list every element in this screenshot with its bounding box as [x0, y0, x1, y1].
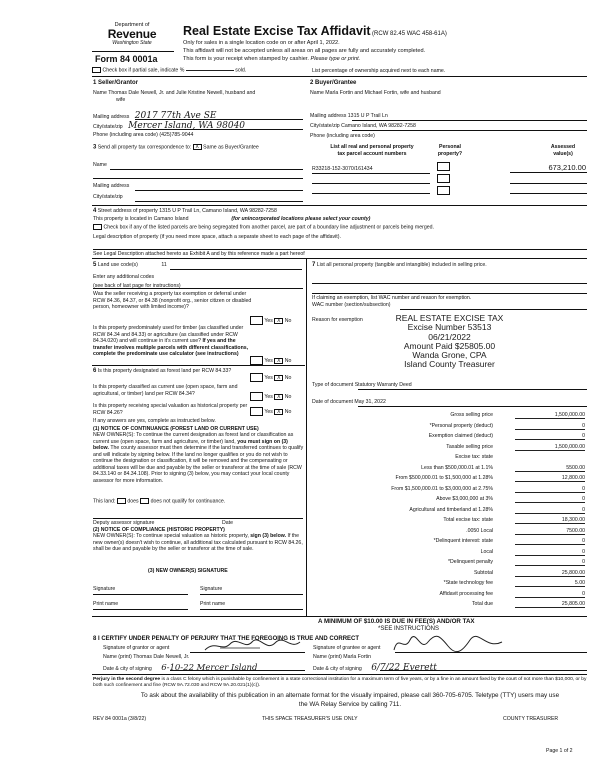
historic-no-checkbox[interactable]: X: [274, 409, 283, 415]
seller-city-row: [93, 121, 303, 132]
q1-yes-checkbox[interactable]: [250, 316, 263, 325]
tax-row: [313, 496, 585, 503]
section5-q1-answers: Yes X No: [250, 316, 291, 325]
current-use-no-checkbox[interactable]: X: [274, 394, 283, 400]
grantor-signature-row: [103, 645, 169, 652]
tax-row: [313, 454, 585, 461]
stamp-line-3: 06/21/2022: [428, 331, 471, 342]
forest-no-checkbox[interactable]: X: [274, 375, 283, 381]
notice2-body: NEW OWNER(S): To continue special valuation as historic property, sign (3) below. If the new owner(s) doesn't wish to continue, all additional tax calculated pursuant to RCW 84.26, shall be due and payable by the seller or transferor at the time of sale.: [93, 533, 303, 552]
land-use-label: Land use code(s): [97, 262, 138, 268]
deputy-assessor-label: Deputy assessor signature: [93, 520, 155, 526]
tax-row-label: *Delinquent penalty: [448, 559, 493, 565]
new-owner-print-1: Print name: [93, 601, 119, 607]
alt-format-notice: To ask about the availability of this publication in an alternate format for the visually impaired, please call 360-705-6705. Teletype (TTY) users may use the WA Relay Service by calling 711.: [140, 692, 560, 708]
perjury-notice: Perjury in the second degree is a class C felony which is punishable by confinement in a state correctional institution for a maximum term of five years, or by a fine in an amount fixed by the court of not more than $10,000, or by both such confinement and fine (RCW 9A.72.030 and RCW 9A.20.021(1)(c)).: [93, 677, 587, 689]
same-as-buyer-checkbox[interactable]: X: [193, 144, 202, 150]
tax-row-label: Total excise tax: state: [443, 517, 493, 523]
tax-row: [313, 538, 585, 545]
tax-row: [313, 559, 585, 566]
grantee-date-row: [313, 663, 437, 674]
tax-row-value[interactable]: 0: [515, 538, 585, 545]
grantor-signature-label: Signature of grantor or agent: [103, 645, 170, 651]
tax-row-value[interactable]: 0: [515, 591, 585, 598]
tax-row-value[interactable]: 0: [515, 496, 585, 503]
notice1-title: (1) NOTICE OF CONTINUANCE (FOREST LAND OR CURRENT USE): [93, 426, 259, 432]
section3-row: 3 Send all property tax correspondence to: X Same as Buyer/Grantee: [93, 144, 259, 151]
section6-note: If any answers are yes, complete as instructed below.: [93, 418, 216, 424]
forest-yes-checkbox[interactable]: [250, 373, 263, 382]
located-label: This property is located in: [93, 216, 153, 222]
treasurer-use-label: THIS SPACE TREASURER'S USE ONLY: [262, 716, 358, 722]
seller-city-label: City/state/zip: [93, 124, 123, 130]
minimum-fee-note: A MINIMUM OF $10.00 IS DUE IN FEE(S) AND/OR TAX: [318, 618, 475, 625]
tax-row-label: Subtotal: [473, 569, 493, 576]
grantor-date-row: [103, 663, 257, 674]
reason-exemption-label: Reason for exemption: [312, 317, 363, 323]
grantor-date-value[interactable]: 6-10-22 Mercer Island: [161, 663, 258, 673]
grantee-name-value[interactable]: Marla Fortin: [343, 654, 371, 660]
segregation-row: [93, 224, 434, 231]
personal-property-checkbox-1[interactable]: [437, 162, 450, 171]
tax-row: [313, 601, 585, 608]
buyer-city-value[interactable]: Camano Island, WA 98282-7258: [341, 123, 416, 129]
segregation-checkbox[interactable]: [93, 224, 102, 230]
tax-row: [313, 412, 585, 419]
tax-row-value[interactable]: [515, 454, 585, 461]
seller-phone-row: [93, 132, 193, 139]
this-land-row: This land: does does not qualify for continuance.: [93, 498, 226, 505]
parcels-col2: Personal property?: [437, 144, 463, 157]
section6-q3: Is this property receiving special valuation as historical property per RCW 84.26?: [93, 403, 248, 416]
grantee-date-label: Date & city of signing: [313, 666, 362, 672]
seller-phone-value[interactable]: (425)785-9044: [159, 132, 194, 138]
notice2-title: (2) NOTICE OF COMPLIANCE (HISTORIC PROPERTY): [93, 527, 225, 533]
stamp-line-4: Amount Paid $25805.00: [403, 340, 496, 351]
tax-row-label: Exemption claimed (deduct): [428, 433, 493, 439]
same-as-buyer-label: Same as Buyer/Grantee: [203, 144, 259, 151]
tax-row-label: *State technology fee: [443, 580, 493, 586]
current-use-yes-checkbox[interactable]: [250, 392, 263, 401]
buyer-phone-label: Phone (including area code): [310, 133, 375, 139]
see-back-label: (see back of last page for instructions): [93, 283, 181, 289]
section3-mailing-label: Mailing address: [93, 183, 130, 189]
tax-row-value[interactable]: 25,805.00: [515, 601, 585, 608]
seller-name-value-2: wife: [116, 97, 126, 103]
header-note-3a: This form is your receipt when stamped by cashier.: [183, 56, 309, 62]
seller-name-label: Name: [93, 90, 107, 96]
tax-row: [313, 486, 585, 493]
stamp-line-2: Excise Number 53513: [407, 322, 492, 333]
tax-row-value[interactable]: 12,800.00: [515, 475, 585, 482]
doc-date-value[interactable]: May 31, 2022: [354, 399, 386, 405]
tax-row: [313, 433, 585, 440]
tax-row-value[interactable]: 0: [515, 559, 585, 566]
tax-row-value[interactable]: 1,500,000.00: [515, 444, 585, 451]
tax-row: [313, 423, 585, 430]
partial-sale-checkbox[interactable]: [92, 67, 101, 73]
parcels-col3: Assessed value(s): [550, 144, 576, 157]
doc-date-row: [312, 399, 386, 406]
tax-row: [313, 580, 585, 587]
section6-q1-answers: Yes X No: [250, 373, 291, 382]
tax-row: [313, 507, 585, 514]
segregation-label: Check box if any of the listed parcels are being segregated from another parcel, are part of a boundary line adjustment or parcels being merged.: [103, 224, 434, 231]
section5-q2-a: Is this property predominately used for timber (as classified under RCW 84.34 and 84.33) or agriculture (as classified under RCW 84.34.020) and will continue in it's current use?: [93, 325, 244, 344]
stamp-line-6: Island County Treasurer: [404, 359, 495, 370]
grantee-name-label: Name (print): [313, 654, 342, 660]
buyer-heading: 2 Buyer/Grantee: [310, 80, 357, 86]
tax-row-value[interactable]: 7500.00: [515, 528, 585, 535]
certify-statement: 8 I CERTIFY UNDER PENALTY OF PERJURY THAT THE FOREGOING IS TRUE AND CORRECT: [93, 636, 360, 642]
form-title-ref: (RCW 82.45 WAC 458-61A): [372, 31, 447, 37]
tax-row-value[interactable]: 0: [515, 433, 585, 440]
tax-row-label: *Delinquent interest: state: [433, 538, 493, 544]
personal-property-checkbox-3[interactable]: [437, 186, 450, 195]
tax-row: [313, 475, 585, 482]
new-owner-signature-1: Signature: [93, 586, 116, 592]
seller-city-value[interactable]: Mercer Island, WA 98040: [128, 121, 246, 131]
header-note-3b: Please type or print.: [310, 56, 361, 62]
tax-row: [313, 591, 585, 598]
section5-q2-answers: Yes X No: [250, 356, 291, 365]
tax-row-label: Local: [480, 548, 493, 555]
tax-row-value[interactable]: 5500.00: [515, 465, 585, 472]
tax-row: [313, 517, 585, 524]
section6-q2-answers: Yes X No: [250, 392, 291, 401]
parcel-1-value[interactable]: 673,210.00: [548, 163, 586, 172]
section4-street-row: 4 Street address of property 1315 U P Trail Ln, Camano Island, WA 98282-7258: [93, 208, 277, 214]
buyer-city-row: [310, 123, 416, 130]
grantee-date-value[interactable]: 6/7/22 Everett: [371, 663, 437, 673]
street-address-label: Street address of property: [97, 208, 158, 214]
q1-no-checkbox[interactable]: X: [274, 318, 283, 324]
buyer-name-row: [310, 90, 441, 97]
section3-label: Send all property tax correspondence to:: [97, 144, 192, 151]
section3-name-label: Name: [93, 162, 107, 168]
grantee-signature-label: Signature of grantee or agent: [313, 645, 381, 651]
tax-row: [313, 528, 585, 535]
claim-exemption-label: If claiming an exemption, list WAC number and reason for exemption.: [312, 295, 472, 301]
land-does-not-checkbox[interactable]: [140, 498, 149, 504]
seller-heading: 1 Seller/Grantor: [93, 80, 139, 86]
dept-line1: Department of: [114, 22, 150, 28]
tax-row: [313, 549, 585, 556]
form-title: [183, 24, 447, 40]
buyer-name-value[interactable]: Marla Fortin and Michael Fortin, wife and husband: [325, 90, 441, 96]
section4-located-row: [93, 216, 370, 223]
doc-type-label: Type of document: [312, 382, 354, 388]
legal-description-value[interactable]: See Legal Description attached hereto as Exhibit A and by this reference made a part hereof: [93, 251, 305, 257]
grantor-name-label: Name (print): [103, 654, 132, 660]
form-title-text: Real Estate Excise Tax Affidavit: [183, 24, 371, 38]
stamp-line-5: Wanda Grone, CPA: [412, 350, 487, 361]
grantor-name-row: [103, 654, 189, 661]
tax-row-label: Affidavit processing fee: [439, 590, 493, 597]
parcels-col1: List all real and personal property tax parcel account numbers: [330, 144, 414, 157]
buyer-mailing-label: Mailing address: [310, 113, 347, 119]
tax-row-label: Agricultural and timberland at 1.28%: [409, 506, 493, 513]
grantor-signature: [200, 636, 310, 656]
partial-sale-row: [92, 67, 246, 74]
deputy-date-label: Date: [222, 520, 233, 526]
stamp-line-1: REAL ESTATE EXCISE TAX: [395, 313, 504, 323]
tax-row-label: Above $3,000,000 at 3%: [436, 496, 493, 502]
seller-name-row: [93, 90, 303, 97]
tax-row-label: Less than $500,000.01 at 1.1%: [421, 464, 493, 471]
personal-property-checkbox-2[interactable]: [437, 174, 450, 183]
section5-q1: Was the seller receiving a property tax exemption or deferral under RCW 84.36, 84.37, or 84.38 (nonprofit org., senior citizen or disabled person, homeowner with limited income)?: [93, 291, 252, 310]
seller-name-value[interactable]: Thomas Dale Newell, Jr. and Julie Kristine Newell, husband and: [108, 90, 256, 96]
seller-mailing-label: Mailing address: [93, 114, 130, 120]
tax-row-value[interactable]: 25,800.00: [515, 570, 585, 577]
header-note-2: This affidavit will not be accepted unless all areas on all pages are fully and accurately completed.: [183, 48, 426, 54]
county-treasurer-label: COUNTY TREASURER: [503, 716, 559, 722]
dept-line2: Revenue: [107, 26, 157, 41]
wac-number-label: WAC number (section/subsection): [312, 302, 391, 308]
doc-type-row: [312, 382, 412, 389]
tax-row-label: Excise tax: state: [455, 454, 493, 460]
tax-row-label: *Personal property (deduct): [429, 422, 493, 429]
tax-row-label: Taxable selling price: [446, 443, 493, 450]
land-use-value[interactable]: 11: [161, 262, 167, 268]
tax-row-label: From $1,500,000.01 to $3,000,000 at 2.75%: [391, 485, 493, 492]
historic-yes-checkbox[interactable]: [250, 407, 263, 416]
form-number: Form 84 0001a: [95, 54, 158, 64]
section6-q1: 6 Is this property designated as forest land per RCW 84.33?: [93, 368, 232, 374]
buyer-mailing-value[interactable]: 1315 U P Trail Ln: [347, 113, 388, 119]
section6-q2: Is this property classified as current use (open space, farm and agricultural, or timber) land per RCW 84.34?: [93, 384, 238, 397]
seller-phone-label: Phone (including area code): [93, 132, 158, 138]
tax-row-label: .0050 Local: [466, 527, 493, 534]
legal-description-label: Legal description of property (if you need more space, attach a separate sheet to each page of the affidavit).: [93, 234, 341, 240]
grantor-name-value[interactable]: Thomas Dale Newell, Jr.: [133, 654, 190, 660]
tax-row: [313, 570, 585, 577]
section7-label: 7 List all personal property (tangible and intangible) included in selling price.: [312, 262, 487, 268]
revision-label: REV 84 0001a (3/8/22): [93, 716, 147, 722]
unincorporated-note: (for unincorporated locations please select your county): [231, 216, 371, 222]
page-number: Page 1 of 2: [546, 748, 573, 754]
see-instructions-note: *SEE INSTRUCTIONS: [378, 626, 440, 632]
q2-no-checkbox[interactable]: X: [274, 358, 283, 364]
partial-sold-label: sold.: [235, 67, 247, 74]
grantor-date-label: Date & city of signing: [103, 666, 152, 672]
header-note-1: Only for sales in a single location code on or after April 1, 2022.: [183, 40, 340, 46]
new-owner-print-2: Print name: [200, 601, 226, 607]
parcel-1-number[interactable]: R33218-152-3070/161434: [312, 166, 373, 172]
tax-row-value[interactable]: 0: [515, 549, 585, 556]
tax-row: [313, 444, 585, 451]
tax-row-value[interactable]: 18,300.00: [515, 517, 585, 524]
buyer-name-label: Name: [310, 90, 324, 96]
dept-line3: Washington State: [112, 39, 152, 46]
section3-city-label: City/state/zip: [93, 194, 123, 200]
partial-list-label: List percentage of ownership acquired next to each name.: [312, 68, 446, 74]
doc-date-label: Date of document: [312, 399, 353, 405]
grantee-name-row: [313, 654, 371, 661]
doc-type-value[interactable]: Statutory Warranty Deed: [354, 382, 412, 388]
located-value[interactable]: Camano Island: [153, 216, 189, 222]
tax-row-value[interactable]: 0: [515, 423, 585, 430]
section5-q2: [93, 325, 253, 358]
land-use-row: 5 Land use code(s) 11: [93, 262, 167, 268]
tax-row-label: Gross selling price: [450, 412, 493, 418]
street-address-value[interactable]: 1315 U P Trail Ln, Camano Island, WA 98282-7258: [159, 208, 277, 214]
tax-row-value[interactable]: 5.00: [515, 580, 585, 587]
land-does-checkbox[interactable]: [117, 498, 126, 504]
header-note-3: [183, 56, 360, 63]
section5-q2-b: If yes and the transfer involves multiple parcels with different classifications, complete the predominate use calculator (see instructions): [93, 338, 249, 357]
treasurer-stamp: [367, 314, 532, 370]
q2-yes-checkbox[interactable]: [250, 356, 263, 365]
buyer-mailing-row: [310, 113, 388, 120]
seller-mailing-value[interactable]: 2017 77th Ave SE: [134, 111, 217, 121]
tax-row-label: Total due: [471, 601, 493, 607]
dor-logo: [92, 22, 172, 46]
additional-codes-label: Enter any additional codes: [93, 274, 155, 280]
section6-q3-answers: Yes X No: [250, 407, 291, 416]
tax-row: [313, 465, 585, 472]
tax-row-value[interactable]: 0: [515, 486, 585, 493]
partial-sale-label: Check box if partial sale, indicate %: [102, 67, 185, 74]
new-owner-signature-2: Signature: [200, 586, 223, 592]
tax-row-value[interactable]: 1,500,000.00: [515, 412, 585, 419]
tax-row-value[interactable]: 0: [515, 507, 585, 514]
new-owner-signature-title: (3) NEW OWNER(S) SIGNATURE: [148, 568, 228, 574]
notice1-body: NEW OWNER(S): To continue the current designation as forest land or classification as current use (open space, farm and agriculture, or timber) land, you must sign on (3) below. The county assessor must then determine if the land transferred continues to qualify and will indicate by signing below. If the land no longer qualifies or you do not wish to continue the designation or classification, it will be removed and the compensating or additional taxes will be due and payable by the seller or transferor at the time of sale (RCW 84.33.140 or 84.34.108). Prior to signing (3) below, you may contact your local county assessor for more information.: [93, 432, 304, 484]
tax-row-label: From $500,000.01 to $1,500,000 at 1.28%: [395, 475, 493, 481]
buyer-city-label: City/state/zip: [310, 123, 340, 129]
